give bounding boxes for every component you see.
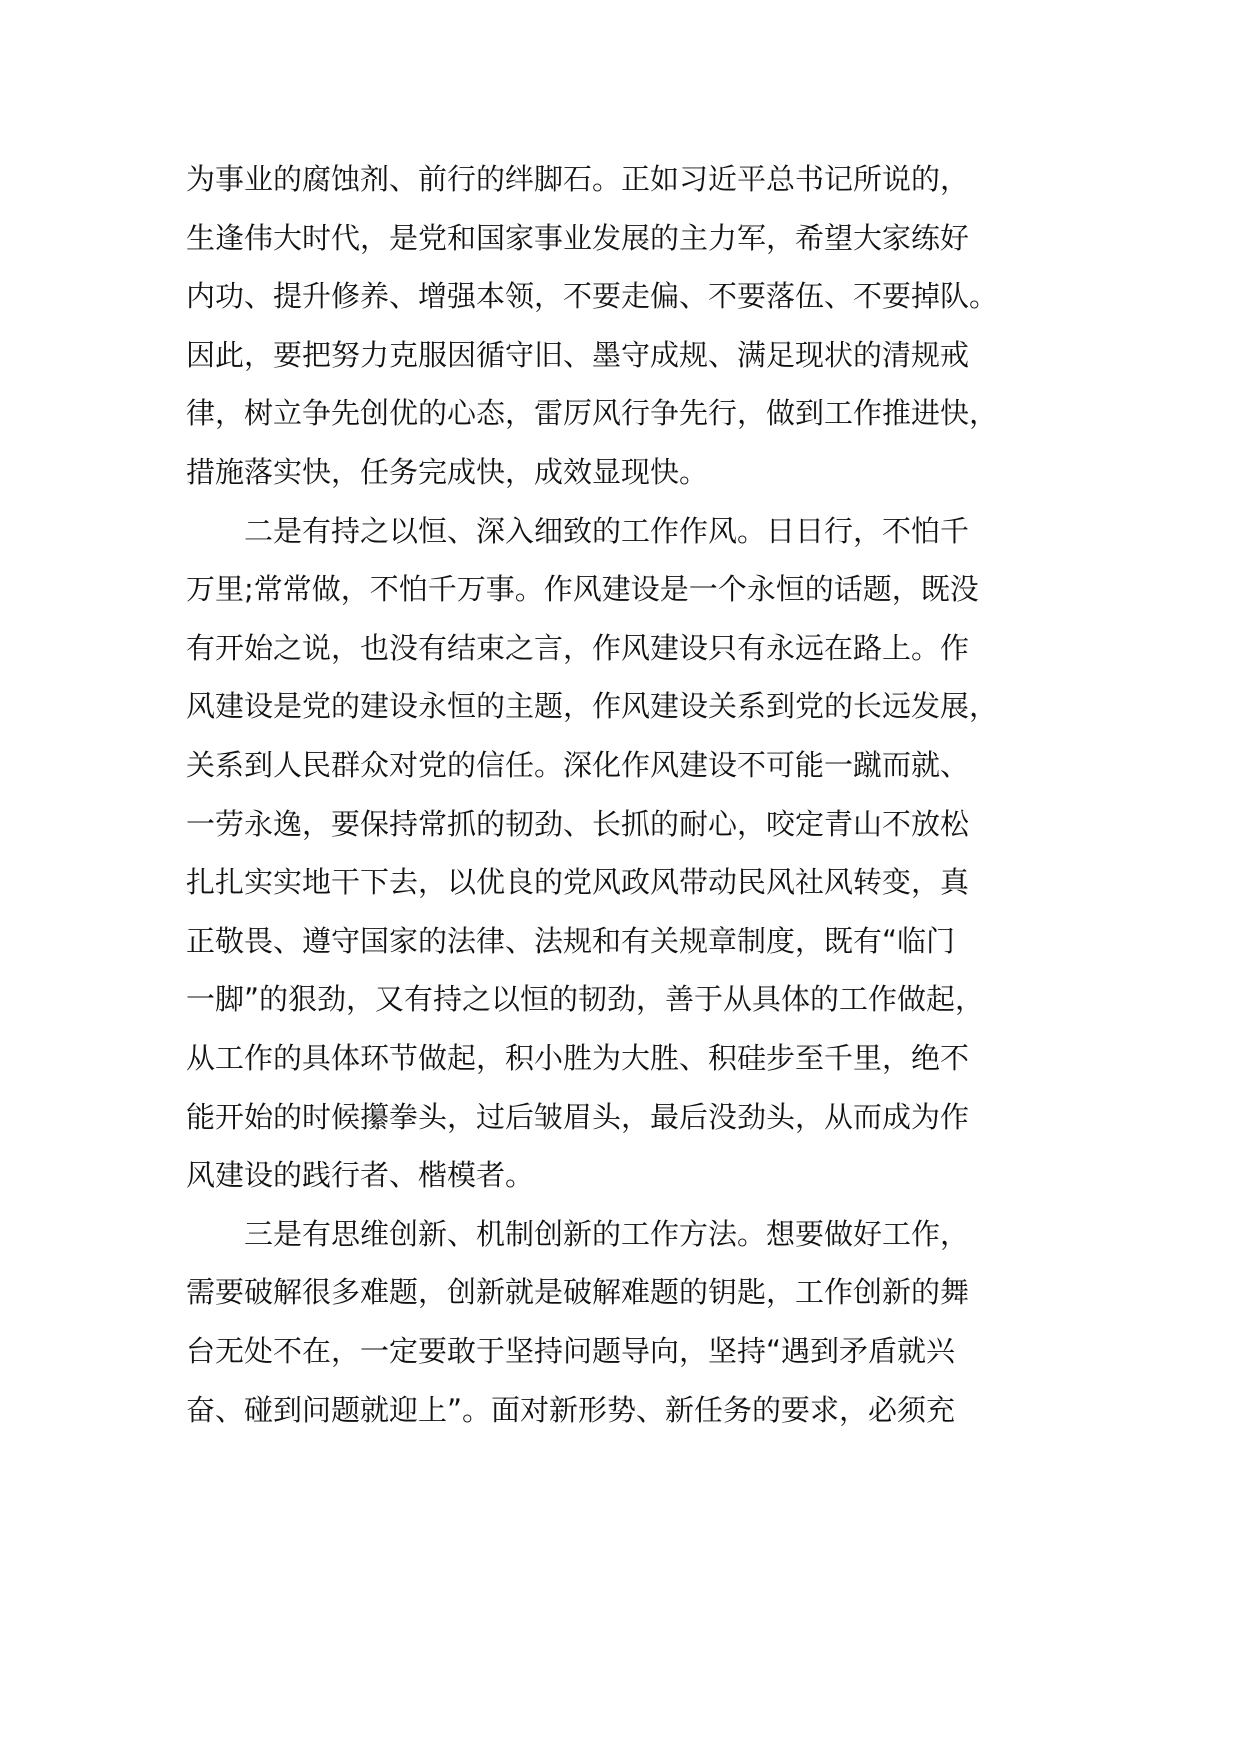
text-line: 一劳永逸，要保持常抓的韧劲、长抓的耐心，咬定青山不放松 [186, 807, 970, 841]
text-line: 需要破解很多难题，创新就是破解难题的钥匙，工作创新的舞 [186, 1275, 970, 1309]
text-line: 风建设是党的建设永恒的主题，作风建设关系到党的长远发展， [186, 689, 999, 723]
text-line: 措施落实快，任务完成快，成效显现快。 [186, 455, 709, 489]
text-line: 台无处不在，一定要敢于坚持问题导向，坚持“遇到矛盾就兴 [186, 1334, 956, 1368]
text-line: 万里;常常做，不怕千万事。作风建设是一个永恒的话题，既没 [186, 572, 979, 606]
text-line: 律，树立争先创优的心态，雷厉风行争先行，做到工作推进快， [186, 396, 999, 430]
text-line: 一脚”的狠劲，又有持之以恒的韧劲，善于从具体的工作做起， [186, 982, 985, 1016]
text-line: 二是有持之以恒、深入细致的工作作风。日日行，不怕千 [244, 514, 970, 548]
text-line: 能开始的时候攥拳头，过后皱眉头，最后没劲头，从而成为作 [186, 1100, 970, 1134]
text-line: 内功、提升修养、增强本领，不要走偏、不要落伍、不要掉队。 [186, 279, 999, 313]
text-line: 关系到人民群众对党的信任。深化作风建设不可能一蹴而就、 [186, 748, 970, 782]
text-line: 扎扎实实地干下去，以优良的党风政风带动民风社风转变，真 [186, 865, 970, 899]
text-line: 正敬畏、遵守国家的法律、法规和有关规章制度，既有“临门 [186, 924, 956, 958]
text-line: 三是有思维创新、机制创新的工作方法。想要做好工作， [244, 1217, 970, 1251]
text-line: 生逢伟大时代，是党和国家事业发展的主力军，希望大家练好 [186, 221, 970, 255]
text-line: 从工作的具体环节做起，积小胜为大胜、积硅步至千里，绝不 [186, 1041, 970, 1075]
text-line: 因此，要把努力克服因循守旧、墨守成规、满足现状的清规戒 [186, 338, 970, 372]
text-line: 奋、碰到问题就迎上”。面对新形势、新任务的要求，必须充 [186, 1393, 956, 1427]
text-line: 风建设的践行者、楷模者。 [186, 1158, 535, 1192]
text-line: 有开始之说，也没有结束之言，作风建设只有永远在路上。作 [186, 631, 970, 665]
text-line: 为事业的腐蚀剂、前行的绊脚石。正如习近平总书记所说的， [186, 162, 970, 196]
